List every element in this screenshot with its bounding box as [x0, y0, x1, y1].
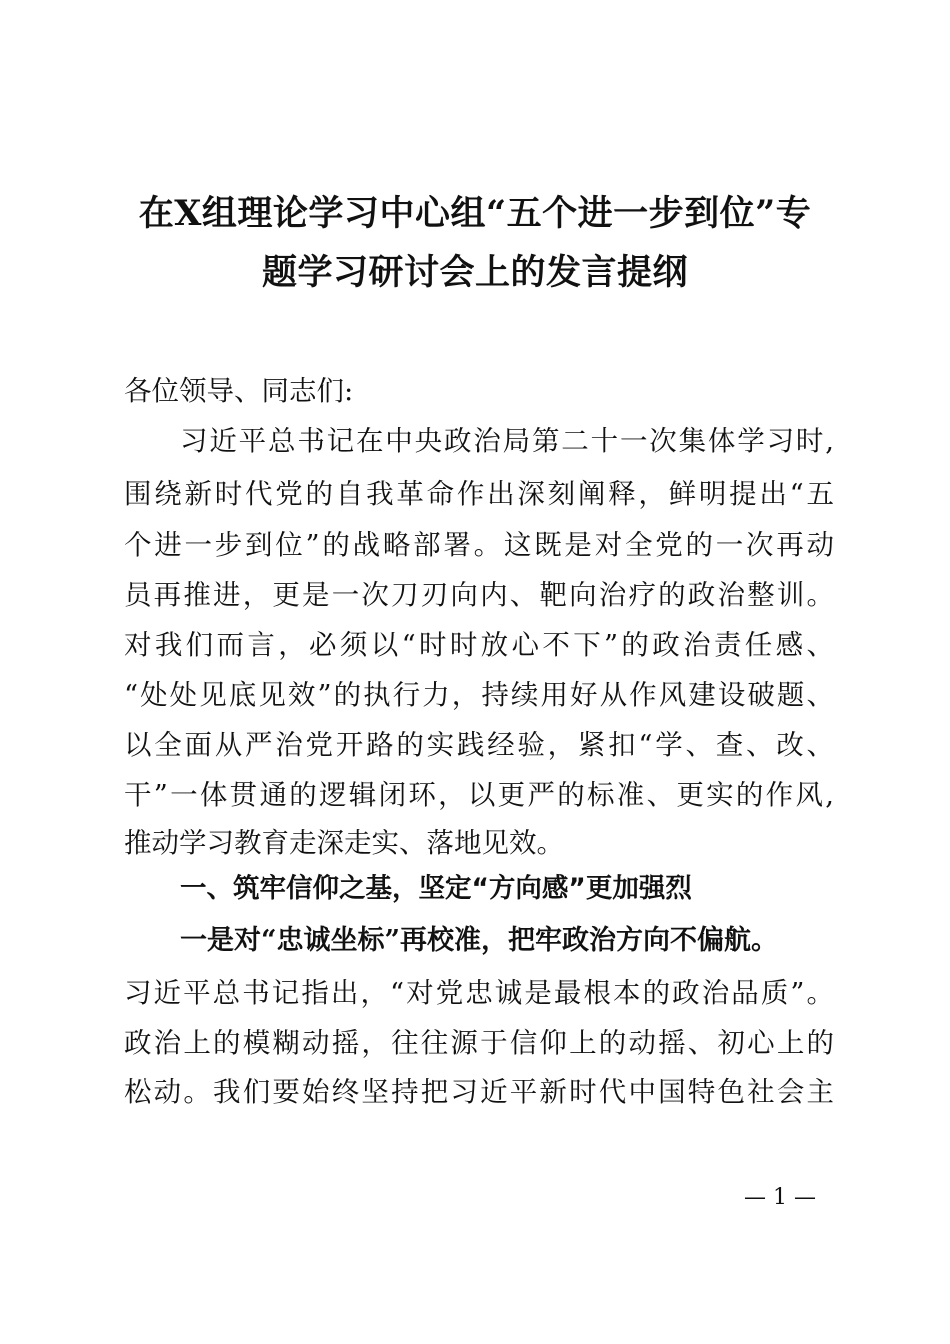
document-title-line-2: 题学习研讨会上的发言提纲 — [261, 252, 688, 293]
body-line: 习近平总书记指出，“对党忠诚是最根本的政治品质”。 — [124, 977, 834, 1009]
intro-line: “处处见底见效”的执行力，持续用好从作风建设破题、 — [124, 679, 834, 711]
intro-line: 干”一体贯通的逻辑闭环，以更严的标准、更实的作风, — [124, 779, 834, 811]
intro-line: 对我们而言，必须以“时时放心不下”的政治责任感、 — [124, 629, 834, 661]
intro-line: 以全面从严治党开路的实践经验，紧扣“学、查、改、 — [124, 729, 834, 761]
body-line: 政治上的模糊动摇，往往源于信仰上的动摇、初心上的 — [124, 1027, 834, 1059]
body-line: 松动。我们要始终坚持把习近平新时代中国特色社会主 — [124, 1076, 834, 1108]
intro-line: 推动学习教育走深走实、落地见效。 — [124, 827, 564, 859]
intro-line: 围绕新时代党的自我革命作出深刻阐释，鲜明提出“五 — [124, 478, 834, 510]
section-heading: 一、筑牢信仰之基，坚定“方向感”更加强烈 — [180, 873, 692, 904]
subheading: 一是对“忠诚坐标”再校准，把牢政治方向不偏航。 — [180, 925, 779, 956]
page-number: — 1 — — [744, 1185, 816, 1210]
salutation: 各位领导、同志们: — [124, 375, 354, 407]
intro-line: 员再推进，更是一次刀刃向内、靶向治疗的政治整训。 — [124, 579, 834, 611]
intro-line: 习近平总书记在中央政治局第二十一次集体学习时, — [180, 425, 834, 457]
intro-line: 个进一步到位”的战略部署。这既是对全党的一次再动 — [124, 529, 834, 561]
document-title-line-1: 在X组理论学习中心组“五个进一步到位”专 — [138, 193, 812, 234]
